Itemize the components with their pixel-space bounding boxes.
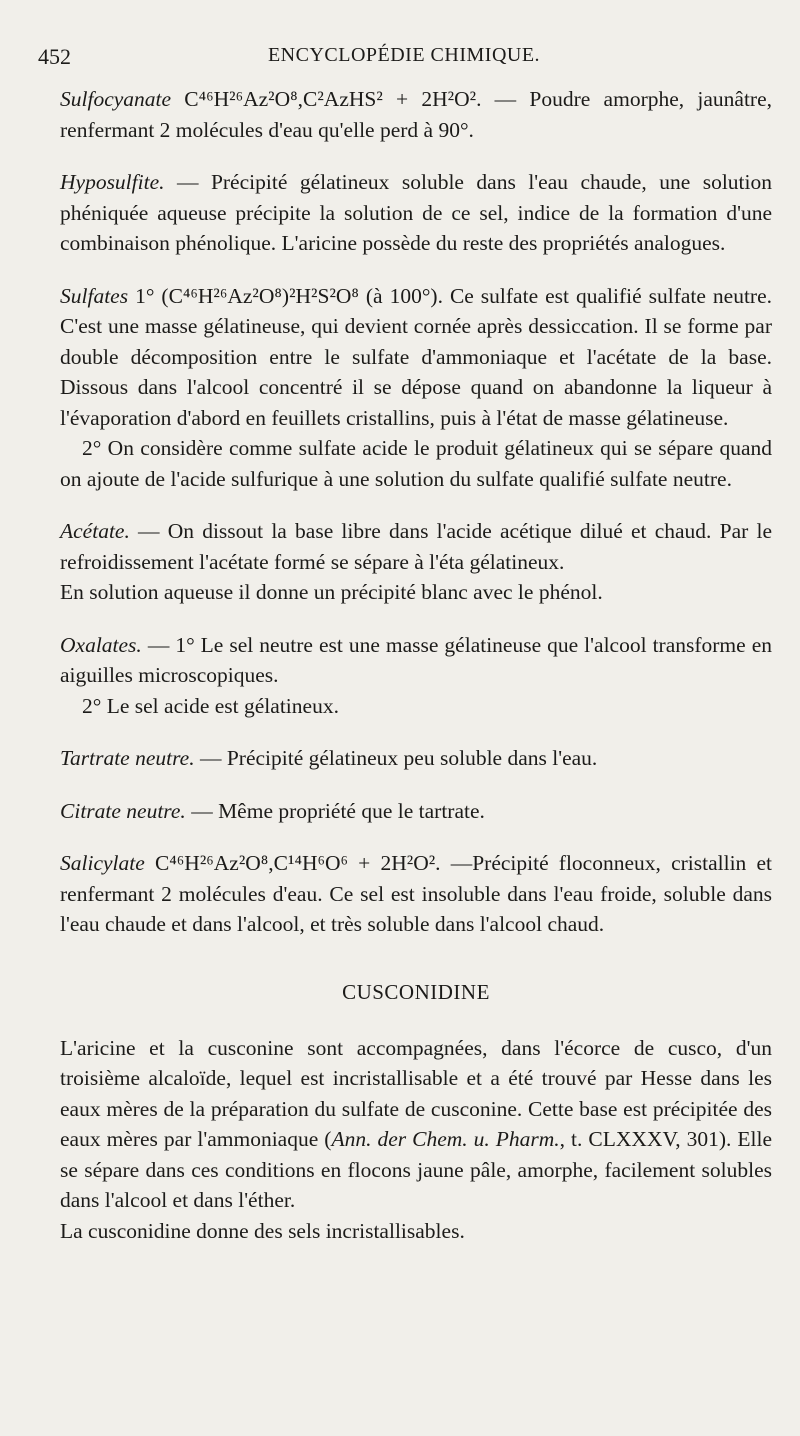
entry-text: — Précipité gélatineux peu soluble dans l'eau. (194, 746, 598, 770)
entry-term: Citrate neutre. (60, 798, 186, 823)
entry-text: — On dissout la base libre dans l'acide acétique dilué et chaud. Par le refroidissement l'acétate formé se sépare à l'éta gélatineux. (60, 519, 772, 574)
entry-text: 1° (C⁴⁶H²⁶Az²O⁸)²H²S²O⁸ (à 100°). Ce sulfate est qualifié sulfate neutre. C'est une masse gélatineuse, qui devient cornée après dessiccation. Il se forme par double décomposition entre le sulfate d'ammoniaque et l'acétate de la base. Dissous dans l'alcool concentré il se dépose quand on abandonne la liqueur à l'évaporation d'abord en feuillets cristallins, puis à l'état de masse gélatineuse. (60, 283, 772, 430)
entry-term: Sulfocyanate (60, 87, 172, 111)
running-title: ENCYCLOPÉDIE CHIMIQUE. (267, 44, 541, 66)
citation-reference: Ann. der Chem. u. Pharm. (331, 1127, 560, 1151)
entry-sulfates-continued: 2° On considère comme sulfate acide le produit gélatineux qui se sépare quand on ajoute de l'acide sulfurique à une solution du sulfate qualifié sulfate neutre. (60, 436, 772, 491)
entry-text: — Même propriété que le tartrate. (185, 798, 485, 823)
entry-sulfocyanate (60, 84, 772, 145)
entry-term: Oxalates. (60, 632, 142, 657)
page-number: 452 (38, 44, 71, 69)
section-paragraph-2: La cusconidine donne des sels incristallisables. (60, 1218, 465, 1243)
page-header (38, 44, 770, 68)
entry-term: Sulfates (60, 283, 129, 308)
entry-sulfates (60, 281, 772, 434)
entry-term: Hyposulfite. (60, 170, 165, 194)
section-paragraph (60, 1033, 772, 1216)
entry-term: Acétate. (60, 519, 130, 543)
entry-acetate-continued: En solution aqueuse il donne un précipité blanc avec le phénol. (60, 580, 603, 604)
entry-citrate (60, 796, 772, 827)
entry-hyposulfite (60, 167, 772, 259)
entry-term: Tartrate neutre. (60, 746, 195, 770)
entry-term: Salicylate (60, 851, 145, 875)
entry-text: — Précipité gélatineux soluble dans l'eau chaude, une solution phéniquée aqueuse précipite la solution de ce sel, indice de la formation d'une combinaison phénolique. L'aricine possède du reste des propriétés analogues. (60, 170, 772, 255)
section-text: L'aricine et la cusconine sont accompagnées, dans l'écorce de cusco, d'un troisième alcaloïde, lequel est incristallisable et a été trouvé par Hesse dans les eaux mères de la préparation du sulfate de cusconine. Cette base est précipitée des eaux mères par l'ammoniaque ( (60, 1035, 772, 1151)
entry-acetate (60, 516, 772, 577)
section-text-end: , t. CLXXXV, 301). Elle se sépare dans ces conditions en flocons jaune pâle, amorphe, facilement solubles dans l'alcool et dans l'éther. (60, 1127, 772, 1212)
section-title: CUSCONIDINE (342, 979, 490, 1004)
entry-salicylate (60, 848, 772, 940)
entry-text: — 1° Le sel neutre est une masse gélatineuse que l'alcool transforme en aiguilles microscopiques. (60, 632, 772, 687)
page-body (60, 84, 772, 1246)
entry-oxalates (60, 630, 772, 691)
entry-oxalates-continued: 2° Le sel acide est gélatineux. (82, 693, 339, 718)
entry-tartrate (60, 743, 772, 774)
entry-text: C⁴⁶H²⁶Az²O⁸,C²AzHS² + 2H²O². — Poudre amorphe, jaunâtre, renfermant 2 molécules d'eau qu'elle perd à 90°. (60, 87, 772, 142)
entry-text: C⁴⁶H²⁶Az²O⁸,C¹⁴H⁶O⁶ + 2H²O². —Précipité floconneux, cristallin et renfermant 2 molécules d'eau. Ce sel est insoluble dans l'eau froide, soluble dans l'eau chaude et dans l'alcool, et très soluble dans l'alcool chaud. (60, 851, 772, 936)
